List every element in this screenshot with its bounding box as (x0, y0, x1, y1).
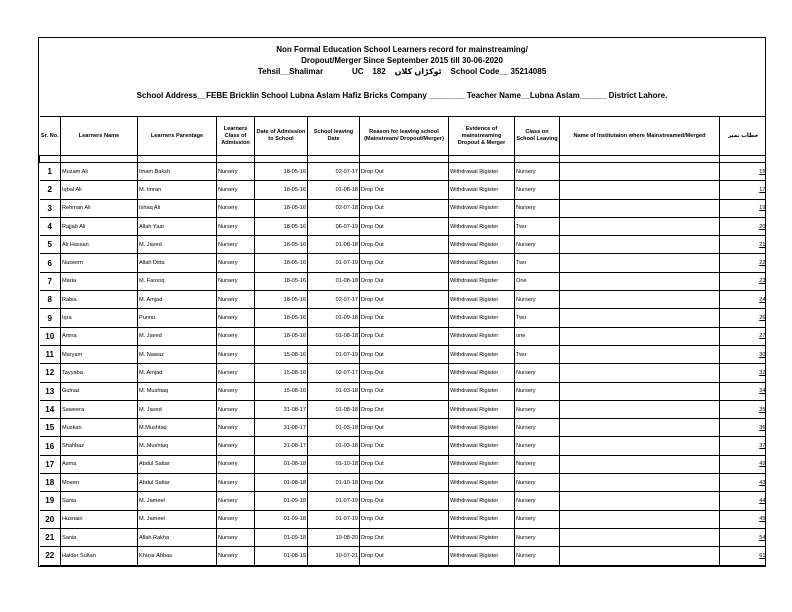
class-on-leaving-cell: Nursery (515, 181, 560, 199)
class-on-leaving-cell: Nursery (515, 437, 560, 455)
leaving-reason-cell: Drop Out (360, 309, 449, 327)
reference-number-cell: 36 (720, 419, 767, 437)
evidence-cell: Withdrawal Rigister (449, 437, 515, 455)
institution-cell (560, 382, 720, 400)
class-on-leaving-cell: one (515, 327, 560, 345)
learner-name-cell: Maryam (61, 345, 138, 363)
learner-name-cell: Husnain (61, 510, 138, 528)
learner-parentage-cell: M. Javed (138, 400, 217, 418)
learner-parentage-cell: M. Nawaz (138, 345, 217, 363)
class-on-leaving-cell: Nursery (515, 199, 560, 217)
class-on-leaving-cell: Nursery (515, 291, 560, 309)
class-on-leaving-cell: Nursery (515, 492, 560, 510)
class-on-leaving-cell: One (515, 272, 560, 290)
class-of-admission-cell: Nursery (217, 510, 255, 528)
reference-number-cell: 22 (720, 254, 767, 272)
reference-number-cell: 35 (720, 400, 767, 418)
institution-cell (560, 309, 720, 327)
institution-cell (560, 272, 720, 290)
leaving-reason-cell: Drop Out (360, 272, 449, 290)
reference-number-cell: 30 (720, 345, 767, 363)
institution-cell (560, 419, 720, 437)
table-row (40, 199, 767, 217)
reference-number-cell: 15 (720, 163, 767, 181)
title-line-1: Non Formal Education School Learners record for mainstreaming/ (276, 45, 528, 54)
class-of-admission-cell: Nursery (217, 217, 255, 235)
sr-cell: 22 (40, 547, 61, 565)
learner-name-cell: Rabia (61, 291, 138, 309)
learner-parentage-cell: Imam Baksh (138, 163, 217, 181)
leaving-reason-cell: Drop Out (360, 181, 449, 199)
leaving-date-cell: 01-08-18 (308, 236, 360, 254)
admission-date-cell: 31-08-17 (255, 419, 308, 437)
table-row (40, 236, 767, 254)
reference-number-cell: 42 (720, 455, 767, 473)
leaving-date-cell: 02-07-18 (308, 199, 360, 217)
sr-cell: 17 (40, 455, 61, 473)
reference-number-cell: 27 (720, 327, 767, 345)
sr-cell: 15 (40, 419, 61, 437)
leaving-date-cell: 02-07-17 (308, 163, 360, 181)
table-row (40, 364, 767, 382)
class-of-admission-cell: Nursery (217, 291, 255, 309)
table-body (40, 156, 767, 566)
admission-date-cell: 01-09-18 (255, 528, 308, 546)
learner-name-cell: Asma (61, 455, 138, 473)
sr-cell: 14 (40, 400, 61, 418)
reference-number-cell: 32 (720, 364, 767, 382)
learner-parentage-cell: M. Jameel (138, 492, 217, 510)
evidence-cell: Withdrawal Rigister (449, 309, 515, 327)
institution-cell (560, 327, 720, 345)
sr-cell: 12 (40, 364, 61, 382)
class-of-admission-cell: Nursery (217, 419, 255, 437)
leaving-reason-cell: Drop Out (360, 400, 449, 418)
evidence-cell: Withdrawal Rigister (449, 217, 515, 235)
evidence-cell: Withdrawal Rigister (449, 474, 515, 492)
admission-date-cell: 18-05-16 (255, 217, 308, 235)
learner-name-cell: Muskan (61, 419, 138, 437)
institution-cell (560, 345, 720, 363)
learner-parentage-cell: M. Mushtaq (138, 437, 217, 455)
institution-cell (560, 217, 720, 235)
class-on-leaving-cell: Nursery (515, 510, 560, 528)
class-on-leaving-cell: Nursery (515, 474, 560, 492)
admission-date-cell: 01-08-18 (255, 474, 308, 492)
learner-name-cell: Haider Sultan (61, 547, 138, 565)
evidence-cell: Withdrawal Rigister (449, 547, 515, 565)
leaving-reason-cell: Drop Out (360, 199, 449, 217)
evidence-cell: Withdrawal Rigister (449, 492, 515, 510)
class-of-admission-cell: Nursery (217, 163, 255, 181)
learner-parentage-cell: Allah Yaar (138, 217, 217, 235)
evidence-cell: Withdrawal Rigister (449, 272, 515, 290)
institution-cell (560, 510, 720, 528)
reference-number-cell: 20 (720, 217, 767, 235)
title-line-2: Dropout/Merger Since September 2015 till 30-06-2020 (301, 56, 503, 65)
sr-cell: 5 (40, 236, 61, 254)
class-of-admission-cell: Nursery (217, 364, 255, 382)
admission-date-cell: 01-08-19 (255, 547, 308, 565)
table-row (40, 272, 767, 290)
col-sr: Sr. No. (40, 117, 61, 156)
institution-cell (560, 528, 720, 546)
learner-name-cell: Iqra (61, 309, 138, 327)
leaving-date-cell: 01-03-18 (308, 382, 360, 400)
learner-name-cell: Moeen (61, 474, 138, 492)
col-class-admission: Learners Class of Admission (217, 117, 255, 156)
leaving-reason-cell: Drop Out (360, 345, 449, 363)
reference-number-cell: 17 (720, 181, 767, 199)
admission-date-cell: 31-08-17 (255, 400, 308, 418)
reference-number-cell: 44 (720, 492, 767, 510)
leaving-date-cell: 10-07-21 (308, 547, 360, 565)
leaving-reason-cell: Drop Out (360, 528, 449, 546)
sr-cell: 21 (40, 528, 61, 546)
leaving-reason-cell: Drop Out (360, 492, 449, 510)
class-on-leaving-cell: Two (515, 217, 560, 235)
leaving-date-cell: 01-09-18 (308, 309, 360, 327)
leaving-reason-cell: Drop Out (360, 547, 449, 565)
school-address-line: School Address__FEBE Bricklin School Lubna Aslam Hafiz Bricks Company ________ Teacher Name__Lubna Aslam______ District Lahore. (136, 91, 668, 100)
admission-date-cell: 18-05-16 (255, 199, 308, 217)
sr-cell: 9 (40, 309, 61, 327)
class-on-leaving-cell: Nursery (515, 163, 560, 181)
class-of-admission-cell: Nursery (217, 437, 255, 455)
class-on-leaving-cell: Two (515, 309, 560, 327)
leaving-date-cell: 01-08-18 (308, 327, 360, 345)
col-reason: Reason for leaving school (Mainstream/ Dropout/Merger) (360, 117, 449, 156)
learner-parentage-cell: M. Javed (138, 236, 217, 254)
evidence-cell: Withdrawal Rigister (449, 510, 515, 528)
learner-parentage-cell: Allah Ditta (138, 254, 217, 272)
institution-cell (560, 547, 720, 565)
class-of-admission-cell: Nursery (217, 547, 255, 565)
table-row (40, 309, 767, 327)
class-on-leaving-cell: Nursery (515, 455, 560, 473)
table-row (40, 382, 767, 400)
admission-date-cell: 18-05-16 (255, 309, 308, 327)
evidence-cell: Withdrawal Rigister (449, 236, 515, 254)
table-row (40, 419, 767, 437)
evidence-cell: Withdrawal Rigister (449, 455, 515, 473)
institution-cell (560, 400, 720, 418)
learner-name-cell: Ali Hassan (61, 236, 138, 254)
class-on-leaving-cell: Nursery (515, 364, 560, 382)
record-sheet (38, 37, 766, 567)
admission-date-cell: 18-05-16 (255, 236, 308, 254)
leaving-date-cell: 01-07-19 (308, 510, 360, 528)
learner-name-cell: Shahbaz (61, 437, 138, 455)
leaving-reason-cell: Drop Out (360, 510, 449, 528)
admission-date-cell: 31-08-17 (255, 437, 308, 455)
class-of-admission-cell: Nursery (217, 199, 255, 217)
learner-parentage-cell: M. Mushtaq (138, 382, 217, 400)
sr-cell: 1 (40, 163, 61, 181)
reference-number-cell: 61 (720, 547, 767, 565)
admission-date-cell: 18-05-16 (255, 327, 308, 345)
evidence-cell: Withdrawal Rigister (449, 382, 515, 400)
evidence-cell: Withdrawal Rigister (449, 254, 515, 272)
reference-number-cell: 19 (720, 199, 767, 217)
class-on-leaving-cell: Two (515, 345, 560, 363)
class-of-admission-cell: Nursery (217, 492, 255, 510)
evidence-cell: Withdrawal Rigister (449, 528, 515, 546)
learner-name-cell: Muzam Ali (61, 163, 138, 181)
leaving-date-cell: 01-03-18 (308, 419, 360, 437)
evidence-cell: Withdrawal Rigister (449, 291, 515, 309)
col-evidence: Evidence of mainstreaming Dropout & Merger (449, 117, 515, 156)
table-row (40, 455, 767, 473)
sr-cell: 13 (40, 382, 61, 400)
table-row (40, 547, 767, 565)
col-date-admission: Date of Admission to School (255, 117, 308, 156)
reference-number-cell: 21 (720, 236, 767, 254)
reference-number-cell: 34 (720, 382, 767, 400)
learner-parentage-cell: Abdul Sattar (138, 455, 217, 473)
learner-name-cell: Sania (61, 492, 138, 510)
table-row (40, 217, 767, 235)
col-urdu-ref: خطاب نمبر (720, 117, 767, 156)
learner-parentage-cell: M. Amjad (138, 364, 217, 382)
institution-cell (560, 181, 720, 199)
admission-date-cell: 15-08-16 (255, 382, 308, 400)
learner-name-cell: Saweera (61, 400, 138, 418)
reference-number-cell: 23 (720, 272, 767, 290)
learner-parentage-cell: M. Javed (138, 327, 217, 345)
learner-name-cell: Gulnaz (61, 382, 138, 400)
leaving-reason-cell: Drop Out (360, 291, 449, 309)
learner-name-cell: Naseem (61, 254, 138, 272)
learner-name-cell: Rehman Ali (61, 199, 138, 217)
leaving-reason-cell: Drop Out (360, 455, 449, 473)
sr-cell: 20 (40, 510, 61, 528)
leaving-date-cell: 06-07-19 (308, 217, 360, 235)
class-of-admission-cell: Nursery (217, 181, 255, 199)
col-leaving-date: School leaving Date (308, 117, 360, 156)
evidence-cell: Withdrawal Rigister (449, 199, 515, 217)
institution-cell (560, 236, 720, 254)
sr-cell: 4 (40, 217, 61, 235)
table-row (40, 437, 767, 455)
table-row (40, 400, 767, 418)
sr-cell: 19 (40, 492, 61, 510)
admission-date-cell: 01-08-18 (255, 455, 308, 473)
col-institution: Name of Institutaion where Mainstreamed/Merged (560, 117, 720, 156)
class-on-leaving-cell: Nursery (515, 400, 560, 418)
tehsil-line: Tehsil__Shalimar UC 182 ٹوکڑاں کلاں School Code__ 35214085 (257, 67, 547, 76)
admission-date-cell: 15-08-16 (255, 364, 308, 382)
table-row (40, 492, 767, 510)
sr-cell: 16 (40, 437, 61, 455)
institution-cell (560, 163, 720, 181)
leaving-date-cell: 01-08-18 (308, 181, 360, 199)
evidence-cell: Withdrawal Rigister (449, 327, 515, 345)
reference-number-cell: 24 (720, 291, 767, 309)
leaving-reason-cell: Drop Out (360, 327, 449, 345)
class-on-leaving-cell: Nursery (515, 547, 560, 565)
col-parentage: Learners Parentage (138, 117, 217, 156)
admission-date-cell: 18-05-16 (255, 181, 308, 199)
col-name: Learners Name (61, 117, 138, 156)
reference-number-cell: 54 (720, 528, 767, 546)
leaving-date-cell: 01-08-18 (308, 400, 360, 418)
class-of-admission-cell: Nursery (217, 382, 255, 400)
evidence-cell: Withdrawal Rigister (449, 364, 515, 382)
learner-name-cell: Amna (61, 327, 138, 345)
class-of-admission-cell: Nursery (217, 254, 255, 272)
institution-cell (560, 291, 720, 309)
evidence-cell: Withdrawal Rigister (449, 345, 515, 363)
table-row (40, 345, 767, 363)
institution-cell (560, 437, 720, 455)
table-row (40, 510, 767, 528)
class-of-admission-cell: Nursery (217, 474, 255, 492)
learner-name-cell: Rajjab Ali (61, 217, 138, 235)
table-row (40, 163, 767, 181)
reference-number-cell: 37 (720, 437, 767, 455)
sr-cell: 7 (40, 272, 61, 290)
leaving-date-cell: 01-03-18 (308, 437, 360, 455)
admission-date-cell: 01-09-18 (255, 492, 308, 510)
leaving-reason-cell: Drop Out (360, 254, 449, 272)
leaving-date-cell: 02-07-17 (308, 364, 360, 382)
leaving-reason-cell: Drop Out (360, 419, 449, 437)
evidence-cell: Withdrawal Rigister (449, 163, 515, 181)
class-of-admission-cell: Nursery (217, 327, 255, 345)
learner-name-cell: Maria (61, 272, 138, 290)
reference-number-cell: 26 (720, 309, 767, 327)
col-class-leaving: Class on School Leaving (515, 117, 560, 156)
admission-date-cell: 18-05-16 (255, 254, 308, 272)
class-on-leaving-cell: Nursery (515, 236, 560, 254)
table-row (40, 291, 767, 309)
leaving-reason-cell: Drop Out (360, 474, 449, 492)
leaving-date-cell: 01-10-18 (308, 455, 360, 473)
learner-parentage-cell: Ishaq Ali (138, 199, 217, 217)
evidence-cell: Withdrawal Rigister (449, 419, 515, 437)
learner-name-cell: Iqbal Ali (61, 181, 138, 199)
reference-number-cell: 43 (720, 474, 767, 492)
class-of-admission-cell: Nursery (217, 236, 255, 254)
table-row (40, 254, 767, 272)
class-of-admission-cell: Nursery (217, 455, 255, 473)
class-on-leaving-cell: Nursery (515, 419, 560, 437)
sr-cell: 10 (40, 327, 61, 345)
learners-table (39, 116, 766, 566)
class-of-admission-cell: Nursery (217, 272, 255, 290)
admission-date-cell: 18-05-16 (255, 272, 308, 290)
leaving-reason-cell: Drop Out (360, 217, 449, 235)
sr-cell: 11 (40, 345, 61, 363)
learner-parentage-cell: M. Jameel (138, 510, 217, 528)
institution-cell (560, 455, 720, 473)
institution-cell (560, 474, 720, 492)
header-row (40, 117, 767, 156)
evidence-cell: Withdrawal Rigister (449, 181, 515, 199)
table-row (40, 528, 767, 546)
institution-cell (560, 254, 720, 272)
leaving-date-cell: 01-07-19 (308, 345, 360, 363)
admission-date-cell: 01-09-18 (255, 510, 308, 528)
sr-cell: 6 (40, 254, 61, 272)
learner-parentage-cell: M. Farooq (138, 272, 217, 290)
admission-date-cell: 18-05-16 (255, 291, 308, 309)
learner-parentage-cell: Allah Rakha (138, 528, 217, 546)
leaving-reason-cell: Drop Out (360, 382, 449, 400)
class-of-admission-cell: Nursery (217, 528, 255, 546)
table-row (40, 181, 767, 199)
learner-parentage-cell: Khizar Abbas (138, 547, 217, 565)
leaving-date-cell: 01-07-19 (308, 492, 360, 510)
learner-name-cell: Sania (61, 528, 138, 546)
learner-parentage-cell: M.Mushtaq (138, 419, 217, 437)
institution-cell (560, 492, 720, 510)
leaving-date-cell: 01-10-18 (308, 474, 360, 492)
leaving-reason-cell: Drop Out (360, 437, 449, 455)
class-of-admission-cell: Nursery (217, 400, 255, 418)
leaving-reason-cell: Drop Out (360, 364, 449, 382)
learner-parentage-cell: Punnu (138, 309, 217, 327)
learner-name-cell: Tayyaba (61, 364, 138, 382)
institution-cell (560, 364, 720, 382)
table-row (40, 474, 767, 492)
spacer-row (40, 156, 767, 163)
learner-parentage-cell: M. Amjad (138, 291, 217, 309)
evidence-cell: Withdrawal Rigister (449, 400, 515, 418)
sr-cell: 8 (40, 291, 61, 309)
learner-parentage-cell: M. Imran (138, 181, 217, 199)
class-on-leaving-cell: Nursery (515, 382, 560, 400)
table-row (40, 327, 767, 345)
class-of-admission-cell: Nursery (217, 309, 255, 327)
leaving-date-cell: 10-08-20 (308, 528, 360, 546)
leaving-reason-cell: Drop Out (360, 163, 449, 181)
admission-date-cell: 15-08-16 (255, 345, 308, 363)
class-on-leaving-cell: Nursery (515, 528, 560, 546)
leaving-reason-cell: Drop Out (360, 236, 449, 254)
admission-date-cell: 18-05-16 (255, 163, 308, 181)
leaving-date-cell: 01-08-18 (308, 272, 360, 290)
institution-cell (560, 199, 720, 217)
sr-cell: 3 (40, 199, 61, 217)
reference-number-cell: 45 (720, 510, 767, 528)
leaving-date-cell: 01-07-19 (308, 254, 360, 272)
sr-cell: 18 (40, 474, 61, 492)
leaving-date-cell: 02-07-17 (308, 291, 360, 309)
learner-parentage-cell: Abdul Sattar (138, 474, 217, 492)
class-on-leaving-cell: Two (515, 254, 560, 272)
class-of-admission-cell: Nursery (217, 345, 255, 363)
sr-cell: 2 (40, 181, 61, 199)
